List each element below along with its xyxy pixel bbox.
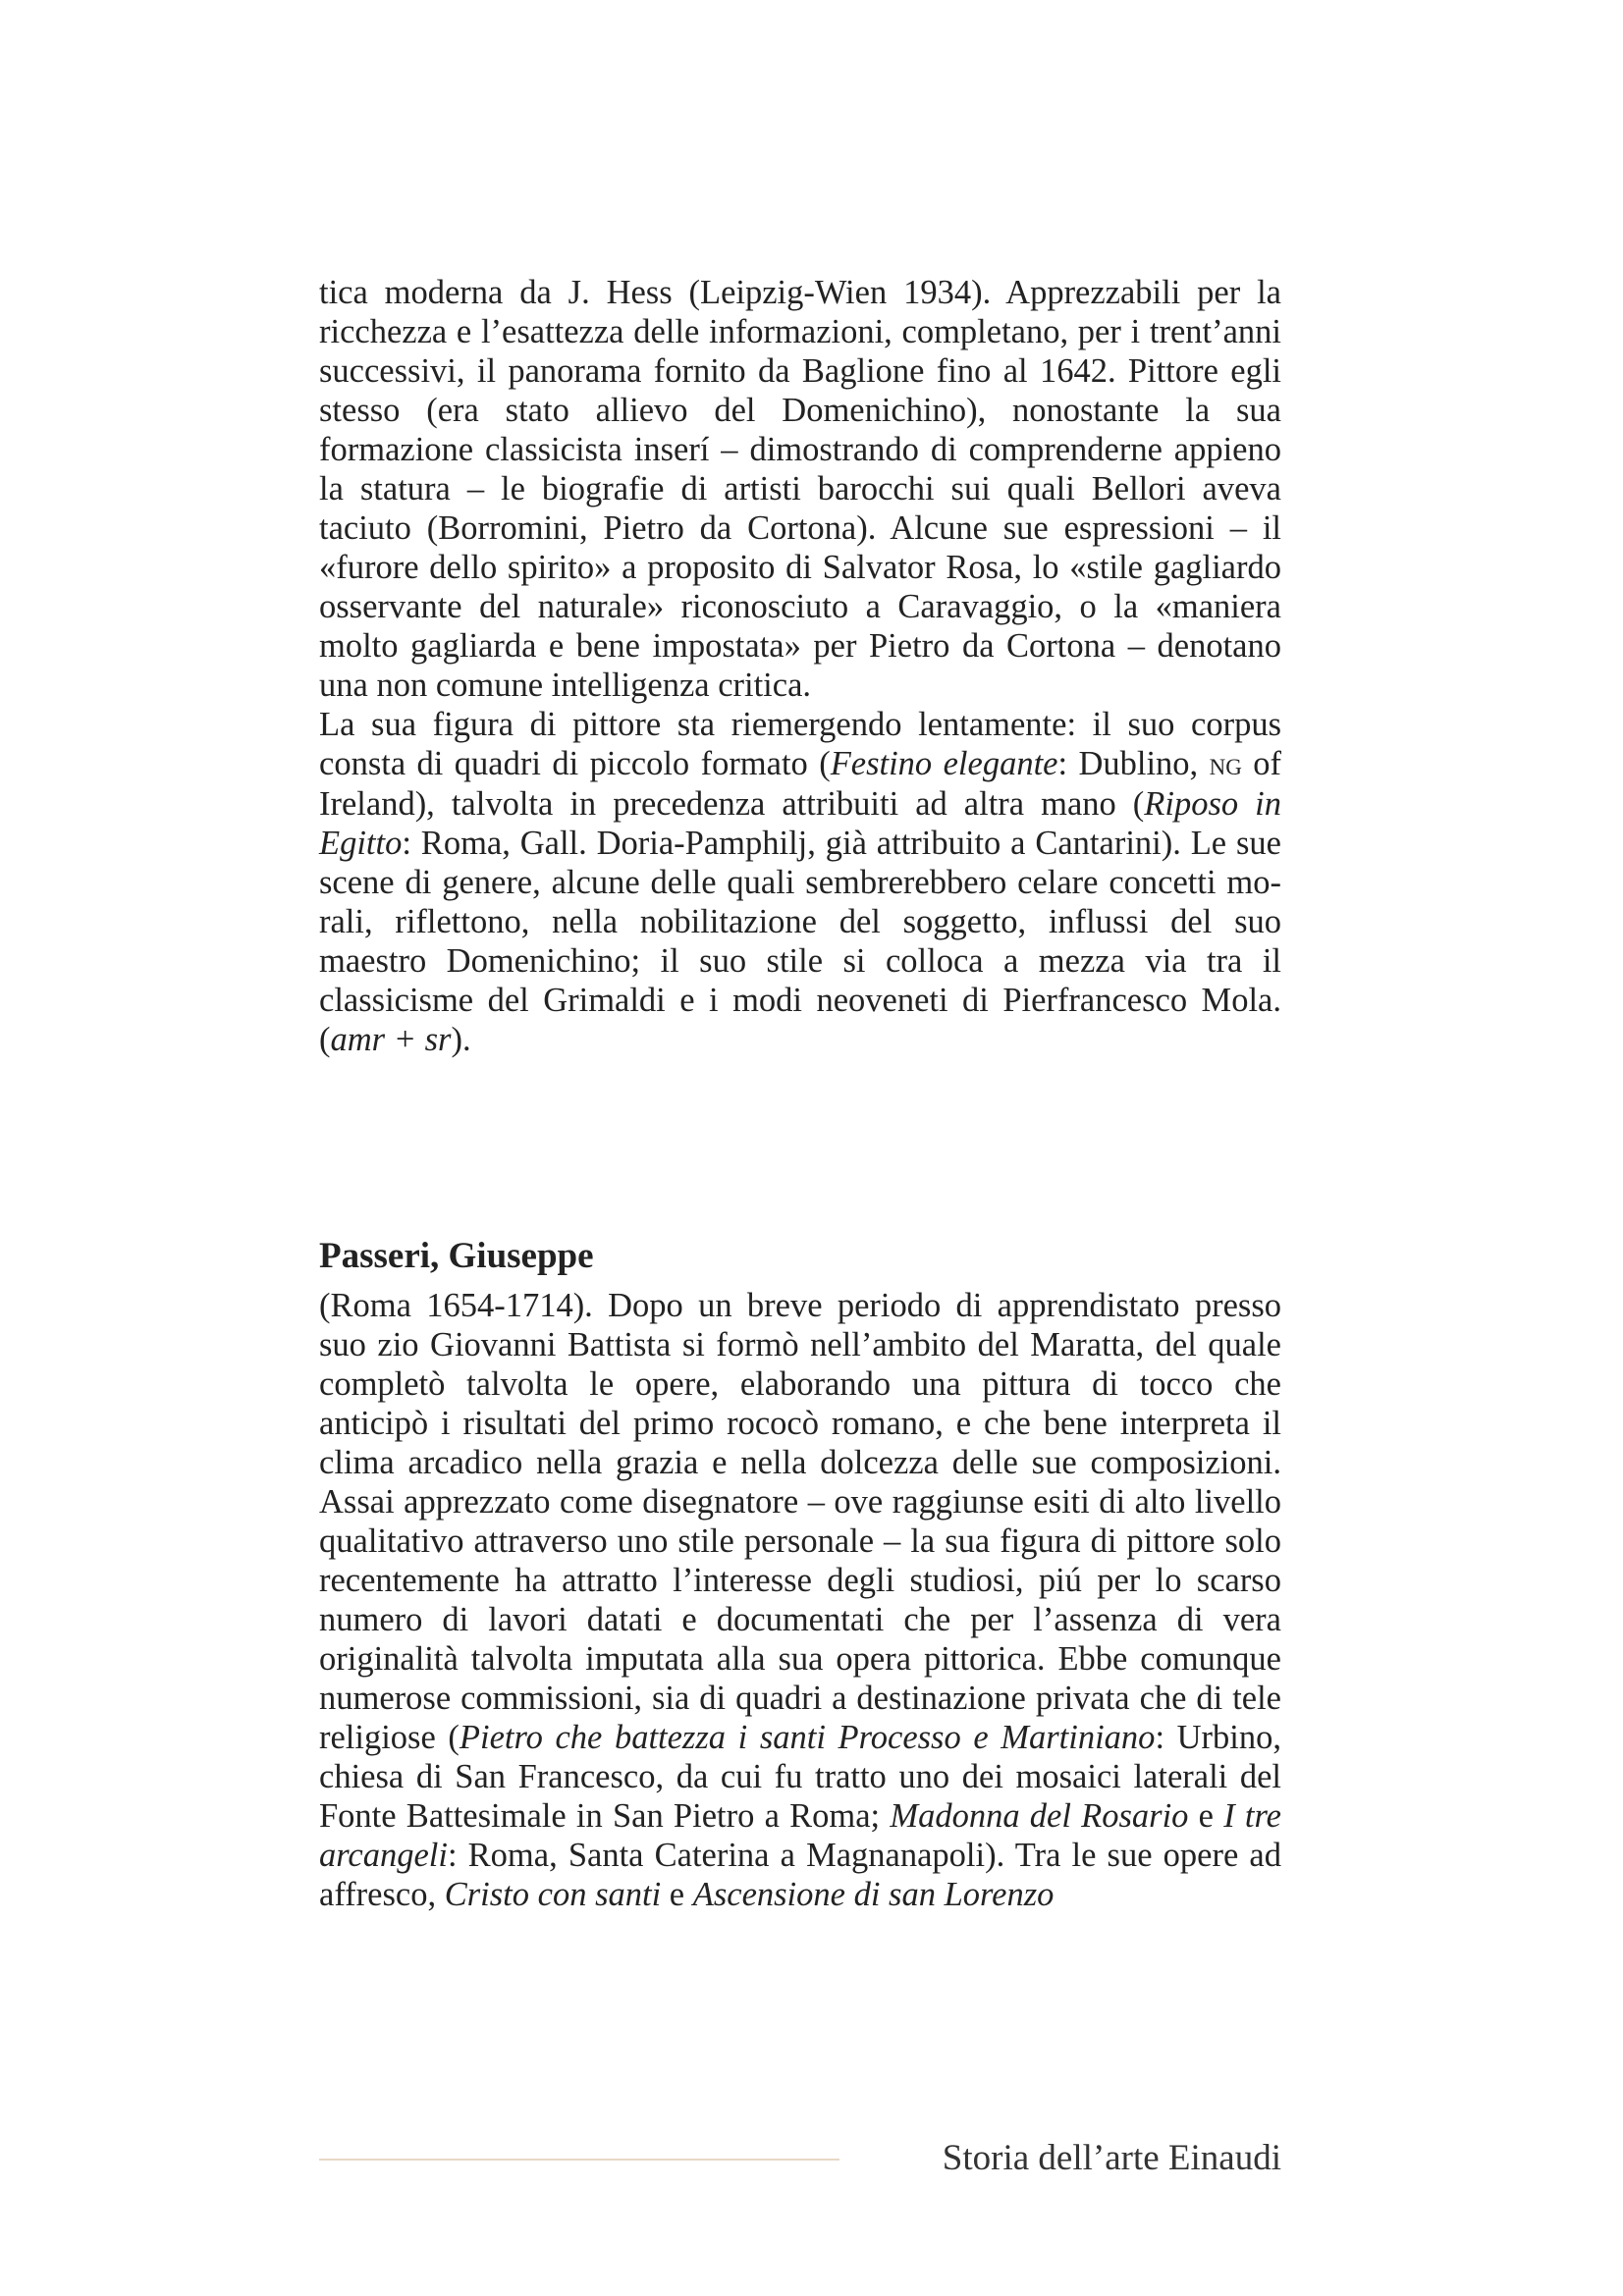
body-text: tica moderna da J. Hess (Leipzig-Wien 1934). Apprezzabili per la ricchezza e l’esattezza delle informazioni, completano, per i trent’anni successivi, il panorama fornito da Baglione fino al 1642. Pittore egli stesso (era stato allievo del Domenichino), nonostante la sua formazione classicista inserí – dimostrando di comprenderne appieno la statura – le biografie di artisti barocchi sui quali Bellori aveva taciuto (Borromini, Pietro da Cortona). Alcune sue espressioni – il «furore dello spirito» a proposito di Salvator Rosa, lo «stile gagliardo osservante del naturale» riconosciuto a Caravaggio, o la «maniera molto gagliarda e bene impostata» per Pietro da Cortona – denotano una non comune intelligenza critica. <box>319 274 1281 704</box>
body-text: ). <box>451 1021 471 1058</box>
paragraph <box>319 1286 1281 1914</box>
paragraph <box>319 705 1281 1059</box>
footer-rule <box>319 2159 839 2161</box>
artwork-title: Ascensione di san Lorenzo <box>692 1876 1055 1913</box>
body-text: : Roma, Gall. Doria-Pamphilj, già attribuito a Cantarini). Le sue scene di genere, alcune delle quali sembrerebbero celare concetti morali, riflettono, nella nobilitazione del soggetto, influssi del suo maestro Domenichino; il suo stile si colloca a mezza via tra il classicisme del Grimaldi e i modi neoveneti di Pierfrancesco Mola. ( <box>319 825 1281 1058</box>
body-text: e <box>661 1876 693 1913</box>
author-initials: amr + sr <box>330 1021 452 1058</box>
body-text: La sua figura di pittore sta riemergendo lentamente: il suo corpus consta di quadri di piccolo formato ( <box>319 706 1281 782</box>
artwork-title: Riposo in Egitto <box>319 785 1282 862</box>
body-text: : Roma, Santa Caterina a Magnanapoli). Tra le sue opere ad affresco, <box>319 1837 1281 1913</box>
body-text: : Dublino, <box>1057 745 1210 782</box>
artwork-title: Festino elegante <box>830 745 1058 782</box>
body-text: (Roma 1654-1714). Dopo un breve periodo di apprendistato presso suo zio Giovanni Battista si formò nell’ambito del Maratta, del quale completò talvolta le opere, elaborando una pittura di tocco che anticipò i risultati del primo rococò romano, e che bene interpreta il clima arcadico nella grazia e nella dolcezza delle sue composizioni. Assai apprezzato come disegnatore – ove raggiunse esiti di alto livello qualitativo attraverso uno stile personale – la sua figura di pittore solo recentemente ha attratto l’interesse degli studiosi, piú per lo scarso numero di lavori datati e documentati che per l’assenza di vera originalità talvolta imputata alla sua opera pittorica. Ebbe comunque numerose commissioni, sia di quadri a destinazione privata che di tele religiose ( <box>319 1287 1281 1756</box>
artwork-title: I tre arcangeli <box>319 1797 1281 1874</box>
artwork-title: Cristo con santi <box>444 1876 662 1913</box>
publication-title: Storia dell’arte Einaudi <box>942 2138 1281 2178</box>
artwork-title: Pietro che battezza i santi Processo e Martiniano <box>459 1719 1156 1756</box>
entry-heading: Passeri, Giuseppe <box>319 1236 594 1276</box>
body-text: : Urbino, chiesa di San Francesco, da cui fu tratto uno dei mosaici laterali del Fonte Battesimale in San Pietro a Roma; <box>319 1719 1281 1835</box>
body-text: e <box>1188 1797 1224 1835</box>
previous-entry-continuation <box>319 273 1281 1059</box>
page-footer <box>319 2136 1281 2181</box>
entry-passeri-giuseppe <box>319 1235 1281 1914</box>
paragraph <box>319 273 1281 705</box>
body-text: of Ireland), talvolta in precedenza attribuiti ad altra mano ( <box>319 745 1281 823</box>
abbreviation: ng <box>1209 747 1242 782</box>
artwork-title: Madonna del Rosario <box>890 1797 1189 1835</box>
